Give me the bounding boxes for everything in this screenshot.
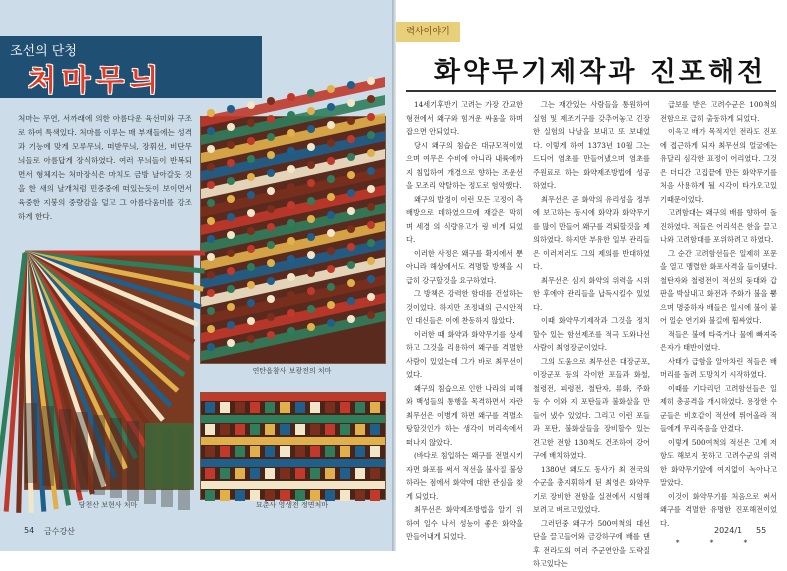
article-paragraph: 이러한 때 화약과 화약무기를 상세하고 그것을 리용하여 왜구를 격멸한 사람이 있었는데 그가 바로 최무선이었다.	[406, 329, 523, 379]
article-paragraph: 그의 도움으로 최무선은 대장군포, 이장군포 등의 각이한 포들과 화철, 철령전, 피령전, 철탄자, 류화, 주화 등 수 이와 지 포탄들과 불화살을 만들어 냈수 있었다. 그리고 이런 포들과 포탄, 불화살들을 장비할수 있는 견고한 전함 130척도 건조하여 강어구에 배치하였다.	[533, 356, 650, 460]
intro-paragraph: 처마는 무연, 서까래에 의한 아름다운 육선미와 구조로 하여 특색있다. 처마를 이루는 매 부재들에는 성격과 기능에 맞게 모루무늬, 떠받무늬, 장휘선, 비단무늬들로 아름답게 장식하였다. 여러 무늬들이 반복되면서 형체지는 처마장식은 마치도 금방 날아갈듯 것을 한 새의 날개처럼 민중중에 떠있는듯이 보이면서 육중한 지붕의 중량감을 덜고 그 아름다움미를 강조하게 한다.	[18, 114, 192, 221]
article-paragraph: 1380년 왜도도 동사가 최 전국의 수군을 총지휘하게 된 최영은 화약무기로 장비한 전함을 실전에서 시험해보려고 벼르고있었다.	[533, 464, 650, 514]
article-paragraph: 이윽고 배가 목적지인 전라도 진포에 접근하게 되자 최무선의 얼굴에는 유달리 심각한 표정이 어리였다. 그것은 더디간 고집끝에 만든 화약무기를 처음 사용하게 될 시각이 타가오고있기때문이었다.	[660, 127, 777, 204]
right-page	[396, 0, 787, 568]
intro-text-block	[18, 112, 192, 224]
article-paragraph: 이때 화약무기제작과 그것을 정치할수 있는 함선제조를 적극 도와나선 사람이 최영장군이었다.	[533, 316, 650, 352]
article-paragraph: 최무선은 곧 화약의 유리성을 정부에 보고하는 동시에 화약과 화약무기를 많이 만들어 왜구를 격퇴할것을 제의하였다. 하지만 부유한 일부 관리들은 이러저러도 그의 제의를 반대하였다.	[533, 194, 650, 271]
article-paragraph: 급보를 받은 고려수군은 100척의 전함으로 급히 출동하게 되었다.	[660, 100, 777, 123]
eaves-photo-bottom-right	[200, 392, 386, 500]
article-paragraph: 최무선은 화약제조방법을 알기 위하여 일수 나서 성능이 좋은 화약을 만들어내게 되었다.	[406, 505, 523, 541]
headline-rule	[406, 90, 776, 92]
article-paragraph: 그러던중 왜구가 500여척의 대선단을 끌고들어와 금강하구에 배를 댄 후 전라도의 여러 주군연안을 도략질하고있다는	[533, 518, 650, 568]
article-paragraph: 최무선은 심지 화약의 위력을 시위한 후에야 관리들을 납득시킬수 있었다.	[533, 275, 650, 312]
page-number-right: 55	[756, 526, 767, 535]
article-paragraph: 그는 재간있는 사람들을 통원하여 실험 및 제조기구를 갖추어놓고 긴장한 실험의 나날을 보내고 또 보내었다. 이렇게 하여 1373년 10월 그는 드디어 염초를 만들어냈으며 염초를 주원료로 하는 화약제조방법에 성공하였다.	[533, 100, 650, 190]
article-paragraph: 14세기후반기 고려는 가장 간교한 형전에서 왜구와 힘겨운 싸움을 하며 잡으면 안되었다.	[406, 100, 523, 136]
series-label: 조선의 단청	[10, 44, 77, 59]
eaves-photo-bottom-left	[24, 252, 194, 490]
article-paragraph: 고려함대는 왜구의 배를 향하여 돌진하였다. 적들은 어리석은 한을 끌고나와 고려함대를 포위하려고 하였다.	[660, 208, 777, 244]
article-column-1	[406, 98, 523, 544]
article-paragraph: 왜구의 침습으로 인한 나라의 피해와 백성들의 통행을 목격하면서 자란 최무선은 이병게 하면 왜구를 격멸소탕할것인가 하는 생각이 머리속에서 떠나지 않았다.	[406, 383, 523, 447]
page-title: 처마무늬	[28, 63, 165, 97]
article-column-2	[533, 98, 650, 571]
caption-bottom-left: 담천산 보현사 처마	[78, 501, 138, 509]
article-paragraph: 당시 왜구의 침습은 대규모적이였으며 여무은 수비에 아니라 내륙에까지 침입하여 개경으로 향하는 조운선을 모조리 약탈하는 정도로 험악했다.	[406, 140, 523, 190]
article-headline: 화약무기제작과 진포해전	[433, 57, 767, 88]
caption-bottom-right: 묘춘사 영생전 정면처마	[255, 501, 329, 509]
article-paragraph: 이때를 기다리던 고려함선들은 일제히 총공격을 개시하였다. 용장한 수군들은 비호같이 적선에 뛰어올라 적들에게 무리죽음을 안겼다.	[660, 383, 777, 433]
article-paragraph: 사태가 급함을 알아차린 적들은 배머리를 돌려 도망치기 시작하였다.	[660, 356, 777, 379]
article-paragraph: 이렇게 500여척의 적선은 고계 저항도 해보지 못하고 고려수군의 위력한 화약무기앞에 여지없이 녹아나고말았다.	[660, 437, 777, 487]
article-paragraph: 그 방책은 강력한 함대를 건설하는것이었다. 하지만 조정내의 근시안적인 대신들은 이에 찬동하지 않았다.	[406, 289, 523, 325]
article-column-3	[660, 98, 777, 550]
eaves-photo-top-right	[200, 116, 386, 364]
title-banner	[0, 36, 262, 98]
article-paragraph: 이러한 사정은 왜구를 확지에서 뿐 아니라 해상에서도 격명할 방책을 시급히 강구할것을 요구하였다.	[406, 248, 523, 285]
left-page	[0, 0, 392, 551]
issue-date: 2024/1	[714, 526, 743, 535]
article-paragraph: 적들은 불에 타죽거나 물에 빠져죽은자가 태반이였다.	[660, 329, 777, 352]
page-number-left: 54	[24, 526, 35, 535]
article-paragraph: (바다로 침입하는 왜구를 전멸시키자면 화포를 써서 적선을 불사질 불상하라는 점에서 화약에 대한 관심을 찾게 되었다.	[406, 451, 523, 501]
article-paragraph: 그 순간 고려함선들은 일제히 포문을 열고 맹렬한 화포사격을 들이댔다. 철탄자와 철령전이 적선의 돛대와 갑판을 박살내고 화전과 주화가 불을 뿜으며 명중하자 배들은 일시에 불이 붙어 일순 연기와 불길에 휩싸였다.	[660, 248, 777, 325]
article-end-mark: * * *	[675, 538, 762, 547]
article-paragraph: 이것이 화약무기를 처음으로 써서 왜구를 격멸한 유명한 진포해전이었다.	[660, 491, 777, 528]
magazine-name: 금수강산	[44, 527, 75, 536]
article-paragraph: 왜구의 발정이 이런 모든 고정이 측배방으로 데하였으므에 재갈은 막히며 세경 의 식량유고가 링 비게 되었다.	[406, 194, 523, 244]
category-tag: 력사이야기	[396, 22, 460, 42]
caption-top-right: 연탄읍참사 보광전의 처마	[252, 367, 332, 375]
